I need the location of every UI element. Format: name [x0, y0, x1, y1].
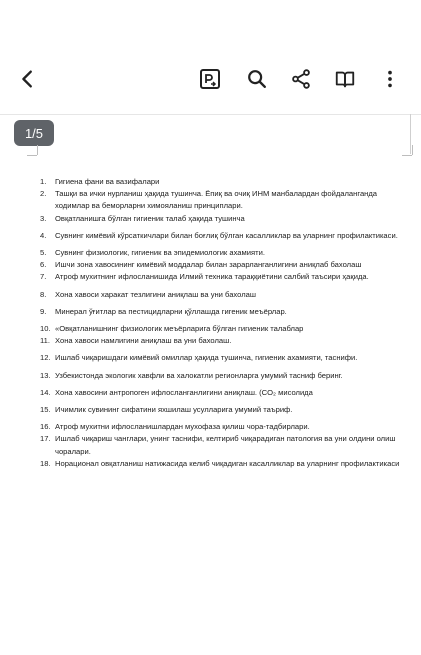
back-arrow-icon[interactable] [14, 65, 42, 93]
list-item-number: 8. [40, 289, 47, 299]
list-item-text: Минерал ўғитлар ва пестицидларни қўллашда гигеник меъёрлар. [55, 306, 287, 316]
list-item [40, 289, 412, 301]
page-edge [410, 114, 411, 154]
list-item-number: 2. [40, 189, 47, 199]
list-item [40, 323, 412, 335]
list-item-text: Овқатланишга бўлган гигиеник талаб ҳақида тушинча [55, 213, 245, 223]
top-toolbar [0, 55, 421, 103]
list-item [40, 458, 412, 470]
list-item-text: Ичимлик сувининг сифатини яхшилаш усулларига умумий таъриф. [55, 405, 293, 415]
list-item-text: Сувнинг физиологик, гигиеник ва эпидемиологик ахамияти. [55, 248, 265, 258]
list-item-text: Хона хавосини антропоген ифлосланганлигини аниқлаш. (CO₂ мисолида [55, 387, 313, 397]
list-item-text: Узбекистонда экологик хавфли ва халокатли регионларга умумий тасниф беринг. [55, 370, 343, 380]
list-item-number: 6. [40, 260, 47, 270]
list-item [40, 335, 412, 347]
list-item [40, 176, 412, 188]
list-item [40, 213, 412, 225]
page-indicator-badge: 1/5 [14, 120, 54, 146]
list-item-text: Ташқи ва ички нурланиш ҳақида тушинча. Ёпиқ ва очиқ ИНМ манбалардан фойдаланганда ходимлар ва беморларни химояланиш принциплари. [55, 189, 378, 211]
list-item-text: Хона хавоси харакат тезлигини аниқлаш ва уни бахолаш [55, 289, 256, 299]
list-item-number: 16. [40, 422, 51, 432]
list-item-text: Сувнинг кимёвий кўрсаткичлари билан боғлиқ бўлган касалликлар ва уларнинг профилактикаси. [55, 230, 398, 240]
book-icon[interactable] [331, 65, 359, 93]
list-item-number: 13. [40, 370, 51, 380]
list-item-number: 15. [40, 405, 51, 415]
list-item [40, 433, 412, 457]
list-item [40, 352, 412, 364]
toolbar-divider [0, 114, 421, 115]
list-item-number: 5. [40, 248, 47, 258]
list-item-number: 10. [40, 324, 51, 334]
crop-mark [27, 155, 37, 156]
list-item [40, 230, 412, 242]
list-item-number: 17. [40, 434, 51, 444]
list-item-number: 11. [40, 336, 50, 346]
list-item-number: 7. [40, 272, 47, 282]
list-item-number: 4. [40, 230, 47, 240]
list-item [40, 188, 412, 212]
more-options-icon[interactable] [376, 65, 404, 93]
share-icon[interactable] [287, 65, 315, 93]
list-item [40, 387, 412, 399]
list-item-text: Норационал овқатланиш натижасида келиб чиқадиган касалликлар ва уларнинг профилактикаси [55, 458, 400, 468]
list-item-number: 9. [40, 306, 47, 316]
list-item [40, 404, 412, 416]
list-item-number: 1. [40, 177, 47, 186]
list-item [40, 421, 412, 433]
list-item-number: 14. [40, 387, 51, 397]
list-item [40, 271, 412, 283]
list-item [40, 306, 412, 318]
list-item-text: «Овқатланишнинг физиологик меъёрларига бўлган гигиеник талаблар [55, 324, 304, 334]
document-question-list[interactable] [40, 176, 412, 470]
list-item-number: 3. [40, 213, 47, 223]
crop-mark [402, 155, 412, 156]
crop-mark [37, 145, 38, 155]
list-item-text: Атроф мухитни ифлосланишлардан мухофаза қилиш чора-тадбирлари. [55, 422, 310, 432]
list-item-number: 18. [40, 458, 51, 468]
list-item-number: 12. [40, 353, 51, 363]
list-item-text: Ишлаб чиқаришдаги кимёвий омиллар ҳақида тушинча, гигиеник ахамияти, таснифи. [55, 353, 358, 363]
list-item [40, 370, 412, 382]
list-item-text: Ишчи зона хавосининг кимёвий моддалар билан зарарланганлигини аниқлаб бахолаш [55, 260, 362, 270]
list-item-text: Атроф мухитнинг ифлосланишида Илмий техника тараққиётини салбий таъсири ҳақида. [55, 272, 369, 282]
list-item-text: Ишлаб чиқариш чанглари, унинг таснифи, келтириб чиқарадиган патология ва уни олдини олиш чоралари. [55, 434, 396, 456]
crop-mark [412, 145, 413, 155]
list-item [40, 259, 412, 271]
list-item [40, 247, 412, 259]
list-item-text: Гигиена фани ва вазифалари [55, 177, 160, 186]
list-item-text: Хона хавоси намлигини аниқлаш ва уни бахолаш. [55, 336, 232, 346]
search-icon[interactable] [243, 65, 271, 93]
pdf-export-icon[interactable] [196, 65, 224, 93]
